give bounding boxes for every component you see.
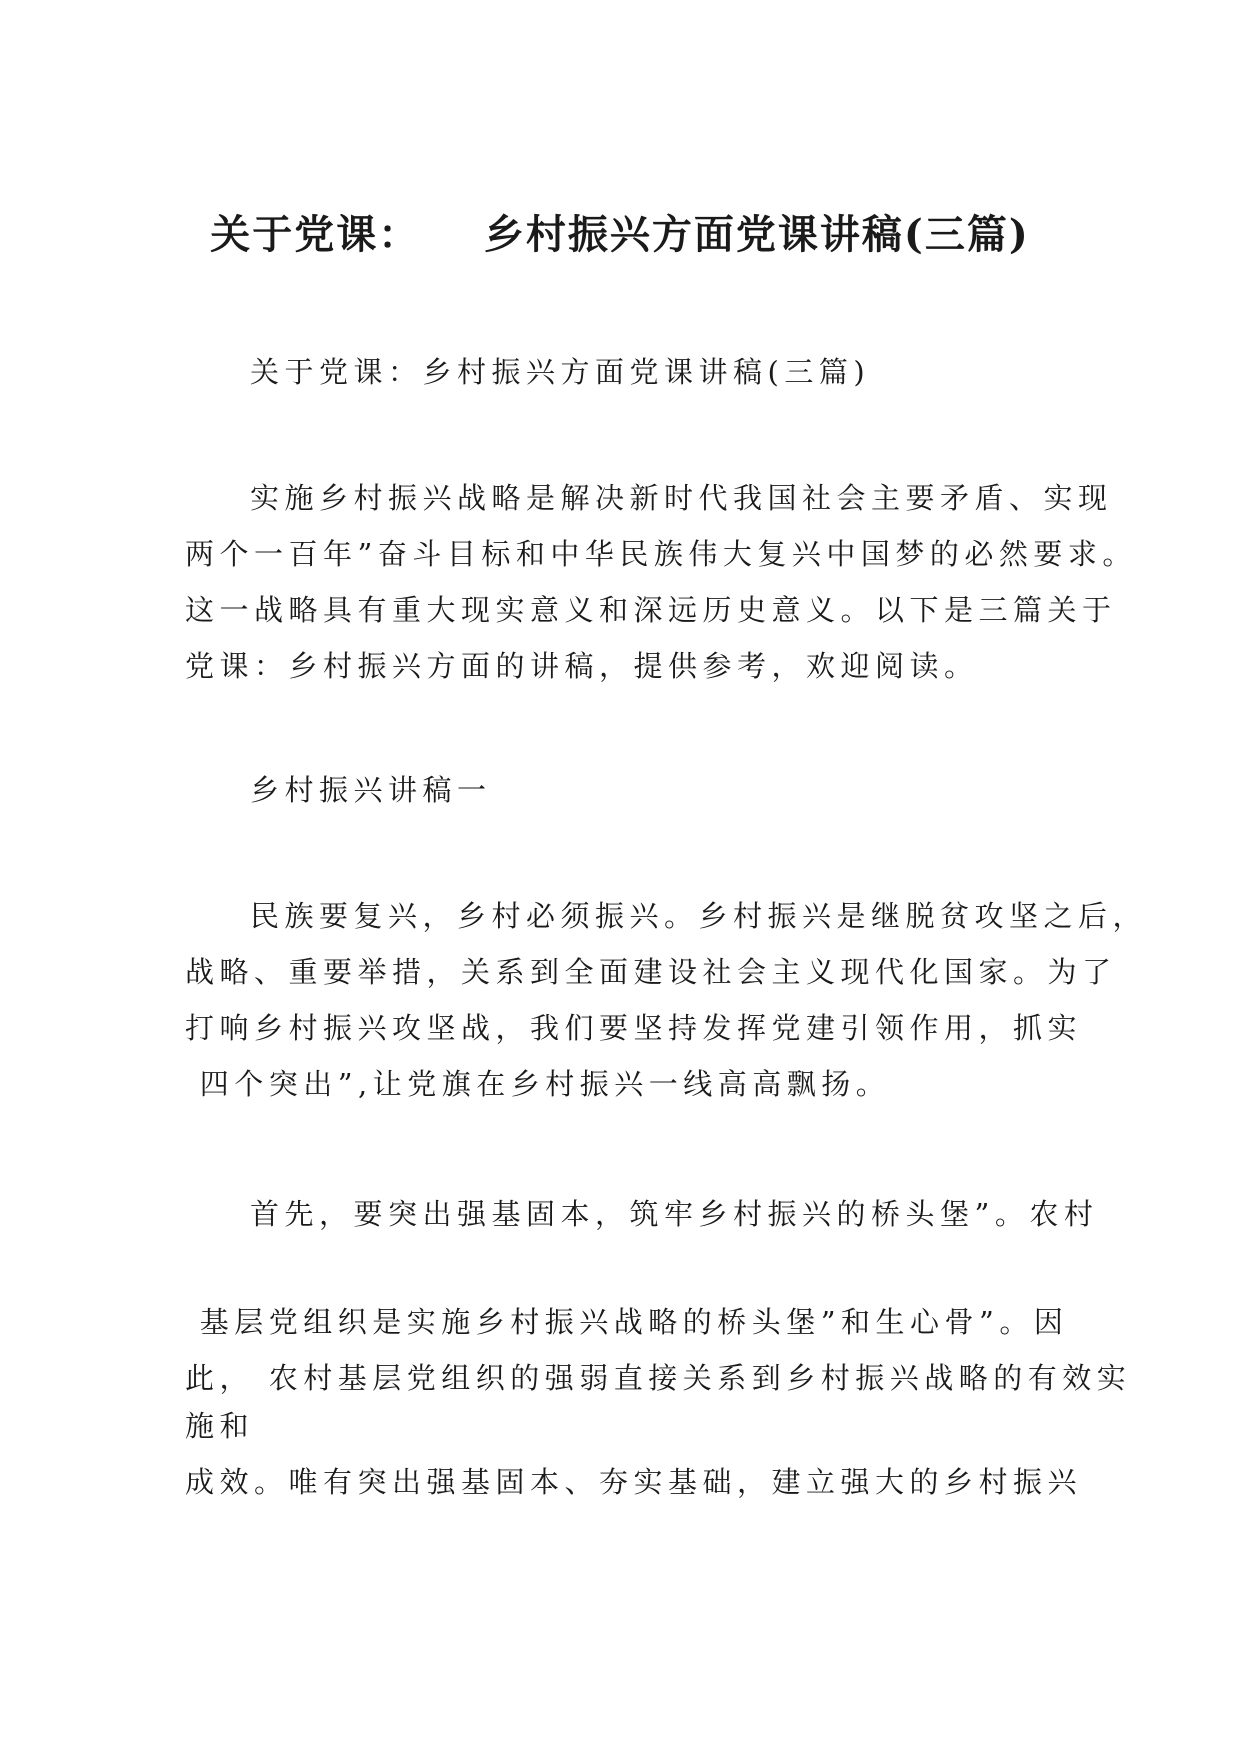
paragraph2-line-1: 基层党组织是实施乡村振兴战略的桥头堡”和生心骨”。因 bbox=[185, 1305, 1069, 1339]
paragraph2-line-4: 成效。唯有突出强基固本、夯实基础，建立强大的乡村振兴 bbox=[185, 1465, 1083, 1499]
document-subtitle: 关于党课：乡村振兴方面党课讲稿(三篇) bbox=[250, 355, 871, 389]
intro-line-2: 两个一百年”奋斗目标和中华民族伟大复兴中国梦的必然要求。 bbox=[185, 537, 1137, 571]
paragraph1-line-4: 四个突出”,让党旗在乡村振兴一线高高飘扬。 bbox=[185, 1067, 891, 1101]
intro-line-4: 党课：乡村振兴方面的讲稿，提供参考，欢迎阅读。 bbox=[185, 649, 979, 683]
paragraph1-line-1: 民族要复兴，乡村必须振兴。乡村振兴是继脱贫攻坚之后， bbox=[250, 899, 1148, 933]
document-title: 关于党课： 乡村振兴方面党课讲稿(三篇) bbox=[210, 211, 1030, 258]
paragraph1-line-2: 战略、重要举措，关系到全面建设社会主义现代化国家。为了 bbox=[185, 955, 1117, 989]
paragraph2-first-line: 首先，要突出强基固本，筑牢乡村振兴的桥头堡”。农村 bbox=[250, 1197, 1099, 1231]
paragraph2-line-2: 此， 农村基层党组织的强弱直接关系到乡村振兴战略的有效实 bbox=[185, 1361, 1132, 1395]
intro-line-3: 这一战略具有重大现实意义和深远历史意义。以下是三篇关于 bbox=[185, 593, 1117, 627]
paragraph2-line-3: 施和 bbox=[185, 1409, 255, 1443]
intro-line-1: 实施乡村振兴战略是解决新时代我国社会主要矛盾、实现 bbox=[250, 481, 1113, 515]
paragraph1-line-3: 打响乡村振兴攻坚战，我们要坚持发挥党建引领作用，抓实 bbox=[185, 1011, 1083, 1045]
section-heading: 乡村振兴讲稿一 bbox=[250, 773, 492, 807]
